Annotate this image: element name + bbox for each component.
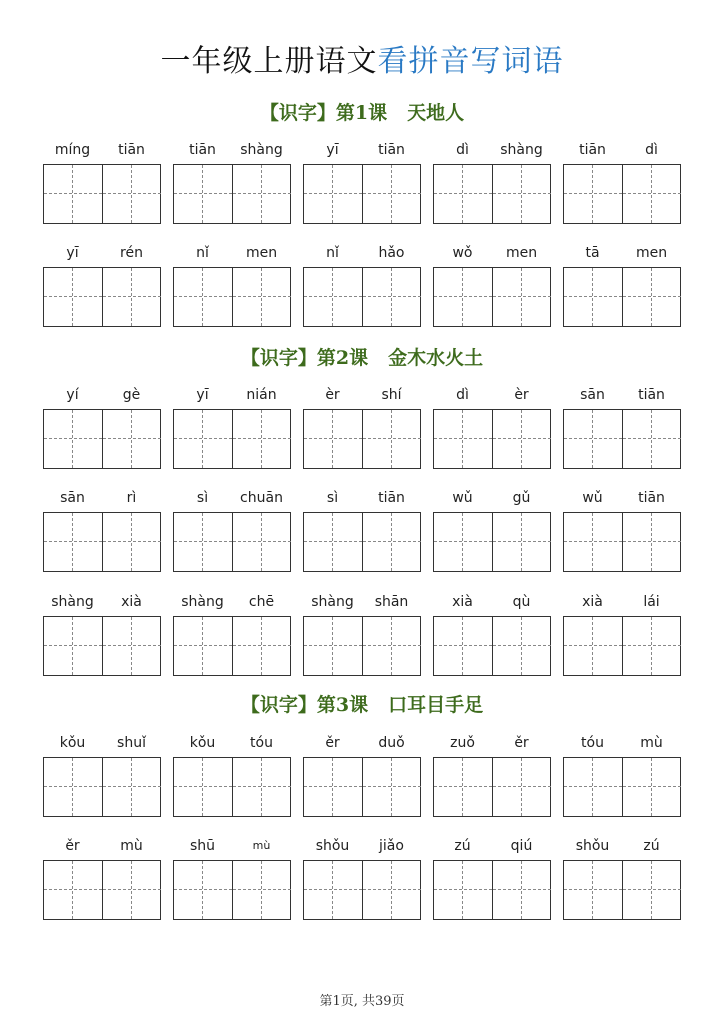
- word-item: [433, 836, 551, 920]
- pinyin-label: nǐ: [326, 245, 339, 261]
- tian-zi-cell[interactable]: [492, 758, 550, 816]
- writing-grid: [433, 267, 551, 327]
- writing-grid: [563, 267, 681, 327]
- pinyin-label: shàng: [240, 142, 283, 158]
- tian-zi-cell[interactable]: [304, 513, 362, 571]
- tian-zi-cell[interactable]: [362, 513, 420, 571]
- pinyin-label: yī: [196, 387, 209, 403]
- lesson-label: 【识字】第2课: [240, 347, 369, 369]
- tian-zi-cell[interactable]: [564, 758, 622, 816]
- writing-grid: [173, 616, 291, 676]
- writing-grid: [43, 757, 161, 817]
- writing-grid: [433, 512, 551, 572]
- writing-grid: [43, 512, 161, 572]
- word-item: [173, 243, 291, 327]
- word-row: [43, 488, 683, 572]
- pinyin-label: mù: [640, 735, 663, 751]
- writing-grid: [303, 860, 421, 920]
- writing-grid: [303, 409, 421, 469]
- tian-zi-cell[interactable]: [304, 758, 362, 816]
- word-item: [303, 836, 421, 920]
- writing-grid: [303, 164, 421, 224]
- tian-zi-cell[interactable]: [492, 268, 550, 326]
- tian-zi-cell[interactable]: [232, 410, 290, 468]
- tian-zi-cell[interactable]: [174, 617, 232, 675]
- pinyin-label: yī: [66, 245, 79, 261]
- word-row: [43, 243, 683, 327]
- pinyin-label: ěr: [514, 735, 529, 751]
- writing-grid: [563, 757, 681, 817]
- pinyin-label: gè: [122, 387, 141, 403]
- tian-zi-cell[interactable]: [622, 861, 680, 919]
- pinyin-label: ěr: [325, 735, 340, 751]
- word-item: [173, 140, 291, 224]
- lesson-heading: [0, 343, 724, 370]
- word-item: [563, 243, 681, 327]
- word-item: [173, 385, 291, 469]
- pinyin-label: sān: [580, 387, 605, 403]
- pinyin-label: nǐ: [196, 245, 209, 261]
- writing-grid: [173, 860, 291, 920]
- writing-grid: [173, 267, 291, 327]
- tian-zi-cell[interactable]: [434, 861, 492, 919]
- word-item: [563, 488, 681, 572]
- tian-zi-cell[interactable]: [232, 268, 290, 326]
- tian-zi-cell[interactable]: [622, 410, 680, 468]
- pinyin-label: tiān: [638, 490, 665, 506]
- tian-zi-cell[interactable]: [564, 513, 622, 571]
- tian-zi-cell[interactable]: [44, 165, 102, 223]
- pinyin-label: tiān: [118, 142, 145, 158]
- tian-zi-cell[interactable]: [44, 513, 102, 571]
- pinyin-label: dì: [456, 142, 469, 158]
- pinyin-label: gǔ: [512, 490, 531, 506]
- writing-grid: [433, 409, 551, 469]
- writing-grid: [43, 409, 161, 469]
- tian-zi-cell[interactable]: [304, 410, 362, 468]
- page-footer: 第1页, 共39页: [319, 994, 405, 1009]
- tian-zi-cell[interactable]: [492, 513, 550, 571]
- word-item: [303, 733, 421, 817]
- writing-grid: [173, 512, 291, 572]
- pinyin-label: hǎo: [378, 245, 405, 261]
- writing-grid: [173, 757, 291, 817]
- tian-zi-cell[interactable]: [174, 513, 232, 571]
- tian-zi-cell[interactable]: [492, 617, 550, 675]
- tian-zi-cell[interactable]: [232, 165, 290, 223]
- lesson-heading: [0, 690, 724, 717]
- pinyin-label: tiān: [189, 142, 216, 158]
- writing-grid: [433, 616, 551, 676]
- word-row: [43, 385, 683, 469]
- pinyin-label: shū: [189, 838, 216, 854]
- pinyin-label: qù: [512, 594, 531, 610]
- word-item: [303, 140, 421, 224]
- pinyin-label: shí: [381, 387, 402, 403]
- pinyin-label: èr: [514, 387, 529, 403]
- pinyin-label: tóu: [581, 735, 604, 751]
- word-row: [43, 140, 683, 224]
- word-item: [433, 243, 551, 327]
- tian-zi-cell[interactable]: [622, 513, 680, 571]
- pinyin-label: tiān: [579, 142, 606, 158]
- tian-zi-cell[interactable]: [44, 268, 102, 326]
- word-item: [563, 836, 681, 920]
- writing-grid: [173, 409, 291, 469]
- word-item: [563, 733, 681, 817]
- pinyin-label: zuǒ: [450, 735, 475, 751]
- pinyin-label: shàng: [51, 594, 94, 610]
- pinyin-label: qiú: [510, 838, 533, 854]
- writing-grid: [303, 616, 421, 676]
- tian-zi-cell[interactable]: [44, 617, 102, 675]
- pinyin-label: sān: [60, 490, 85, 506]
- word-item: [43, 140, 161, 224]
- pinyin-label: jiǎo: [379, 838, 404, 854]
- word-item: [303, 385, 421, 469]
- tian-zi-cell[interactable]: [622, 758, 680, 816]
- writing-grid: [43, 616, 161, 676]
- word-item: [303, 592, 421, 676]
- writing-grid: [563, 164, 681, 224]
- tian-zi-cell[interactable]: [434, 617, 492, 675]
- word-item: [43, 385, 161, 469]
- pinyin-label: chuān: [240, 490, 283, 506]
- tian-zi-cell[interactable]: [304, 268, 362, 326]
- lesson-topic: 口耳目手足: [388, 694, 484, 716]
- tian-zi-cell[interactable]: [44, 758, 102, 816]
- tian-zi-cell[interactable]: [102, 410, 160, 468]
- writing-grid: [303, 757, 421, 817]
- pinyin-label: xià: [582, 594, 603, 610]
- pinyin-label: zú: [454, 838, 471, 854]
- tian-zi-cell[interactable]: [492, 861, 550, 919]
- tian-zi-cell[interactable]: [232, 513, 290, 571]
- word-row: [43, 836, 683, 920]
- tian-zi-cell[interactable]: [174, 165, 232, 223]
- word-item: [433, 385, 551, 469]
- pinyin-label: kǒu: [189, 735, 216, 751]
- tian-zi-cell[interactable]: [304, 861, 362, 919]
- writing-grid: [173, 164, 291, 224]
- lesson-topic: 天地人: [407, 102, 465, 124]
- pinyin-label: mù: [120, 838, 143, 854]
- pinyin-label: duǒ: [378, 735, 405, 751]
- tian-zi-cell[interactable]: [102, 861, 160, 919]
- word-item: [173, 592, 291, 676]
- pinyin-label: shàng: [181, 594, 224, 610]
- pinyin-label: yī: [326, 142, 339, 158]
- tian-zi-cell[interactable]: [232, 617, 290, 675]
- tian-zi-cell[interactable]: [622, 617, 680, 675]
- writing-grid: [563, 512, 681, 572]
- tian-zi-cell[interactable]: [492, 165, 550, 223]
- pinyin-label: tiān: [638, 387, 665, 403]
- pinyin-label: yí: [66, 387, 79, 403]
- pinyin-label: mù: [252, 839, 271, 852]
- writing-grid: [433, 860, 551, 920]
- writing-grid: [303, 512, 421, 572]
- pinyin-label: míng: [54, 142, 91, 158]
- word-row: [43, 592, 683, 676]
- word-item: [563, 140, 681, 224]
- writing-grid: [433, 164, 551, 224]
- tian-zi-cell[interactable]: [102, 268, 160, 326]
- tian-zi-cell[interactable]: [434, 410, 492, 468]
- tian-zi-cell[interactable]: [362, 617, 420, 675]
- tian-zi-cell[interactable]: [174, 861, 232, 919]
- lesson-label: 【识字】第1课: [259, 102, 388, 124]
- lesson-label: 【识字】第3课: [240, 694, 369, 716]
- pinyin-label: dì: [456, 387, 469, 403]
- pinyin-label: kǒu: [59, 735, 86, 751]
- pinyin-label: shuǐ: [117, 735, 146, 751]
- word-item: [303, 243, 421, 327]
- word-item: [173, 836, 291, 920]
- tian-zi-cell[interactable]: [434, 165, 492, 223]
- pinyin-label: tā: [585, 245, 600, 261]
- pinyin-label: xià: [452, 594, 473, 610]
- tian-zi-cell[interactable]: [564, 861, 622, 919]
- tian-zi-cell[interactable]: [564, 617, 622, 675]
- word-item: [433, 140, 551, 224]
- tian-zi-cell[interactable]: [434, 268, 492, 326]
- tian-zi-cell[interactable]: [492, 410, 550, 468]
- pinyin-label: shǒu: [575, 838, 610, 854]
- tian-zi-cell[interactable]: [102, 758, 160, 816]
- pinyin-label: dì: [645, 142, 658, 158]
- tian-zi-cell[interactable]: [564, 410, 622, 468]
- word-item: [433, 733, 551, 817]
- tian-zi-cell[interactable]: [232, 861, 290, 919]
- word-item: [43, 488, 161, 572]
- tian-zi-cell[interactable]: [102, 513, 160, 571]
- tian-zi-cell[interactable]: [622, 165, 680, 223]
- pinyin-label: wǒ: [452, 245, 473, 261]
- tian-zi-cell[interactable]: [564, 268, 622, 326]
- pinyin-label: tóu: [250, 735, 273, 751]
- tian-zi-cell[interactable]: [174, 268, 232, 326]
- pinyin-label: shǒu: [315, 838, 350, 854]
- pinyin-label: men: [245, 245, 278, 261]
- title-task: 看拼音写词语: [377, 44, 564, 79]
- tian-zi-cell[interactable]: [174, 758, 232, 816]
- pinyin-label: tiān: [378, 490, 405, 506]
- pinyin-label: nián: [246, 387, 277, 403]
- word-item: [563, 592, 681, 676]
- pinyin-label: ěr: [65, 838, 80, 854]
- tian-zi-cell[interactable]: [102, 617, 160, 675]
- tian-zi-cell[interactable]: [232, 758, 290, 816]
- word-item: [303, 488, 421, 572]
- tian-zi-cell[interactable]: [44, 410, 102, 468]
- pinyin-label: sì: [196, 490, 209, 506]
- writing-grid: [433, 757, 551, 817]
- pinyin-label: zú: [643, 838, 660, 854]
- writing-grid: [43, 267, 161, 327]
- writing-grid: [563, 409, 681, 469]
- word-item: [433, 592, 551, 676]
- writing-grid: [303, 267, 421, 327]
- tian-zi-cell[interactable]: [174, 410, 232, 468]
- pinyin-label: sì: [326, 490, 339, 506]
- word-item: [43, 243, 161, 327]
- pinyin-label: men: [505, 245, 538, 261]
- word-item: [173, 733, 291, 817]
- tian-zi-cell[interactable]: [362, 861, 420, 919]
- tian-zi-cell[interactable]: [44, 861, 102, 919]
- page-title: [0, 36, 724, 80]
- tian-zi-cell[interactable]: [434, 513, 492, 571]
- tian-zi-cell[interactable]: [304, 617, 362, 675]
- writing-grid: [563, 860, 681, 920]
- writing-grid: [43, 860, 161, 920]
- lesson-topic: 金木水火土: [388, 347, 484, 369]
- tian-zi-cell[interactable]: [102, 165, 160, 223]
- tian-zi-cell[interactable]: [362, 165, 420, 223]
- writing-grid: [563, 616, 681, 676]
- pinyin-label: èr: [325, 387, 340, 403]
- pinyin-label: shàng: [311, 594, 354, 610]
- word-item: [433, 488, 551, 572]
- pinyin-label: shān: [374, 594, 409, 610]
- pinyin-label: men: [635, 245, 668, 261]
- pinyin-label: shàng: [500, 142, 543, 158]
- word-item: [43, 733, 161, 817]
- pinyin-label: rén: [120, 245, 143, 261]
- lesson-heading: [0, 98, 724, 125]
- tian-zi-cell[interactable]: [564, 165, 622, 223]
- pinyin-label: rì: [126, 490, 137, 506]
- word-item: [43, 592, 161, 676]
- tian-zi-cell[interactable]: [434, 758, 492, 816]
- tian-zi-cell[interactable]: [304, 165, 362, 223]
- tian-zi-cell[interactable]: [362, 758, 420, 816]
- word-row: [43, 733, 683, 817]
- tian-zi-cell[interactable]: [362, 268, 420, 326]
- pinyin-label: xià: [121, 594, 142, 610]
- tian-zi-cell[interactable]: [622, 268, 680, 326]
- tian-zi-cell[interactable]: [362, 410, 420, 468]
- pinyin-label: tiān: [378, 142, 405, 158]
- pinyin-label: wǔ: [582, 490, 603, 506]
- word-item: [43, 836, 161, 920]
- word-item: [563, 385, 681, 469]
- pinyin-label: wǔ: [452, 490, 473, 506]
- pinyin-label: lái: [643, 594, 660, 610]
- pinyin-label: chē: [248, 594, 275, 610]
- writing-grid: [43, 164, 161, 224]
- title-grade: 一年级上册语文: [160, 44, 378, 79]
- word-item: [173, 488, 291, 572]
